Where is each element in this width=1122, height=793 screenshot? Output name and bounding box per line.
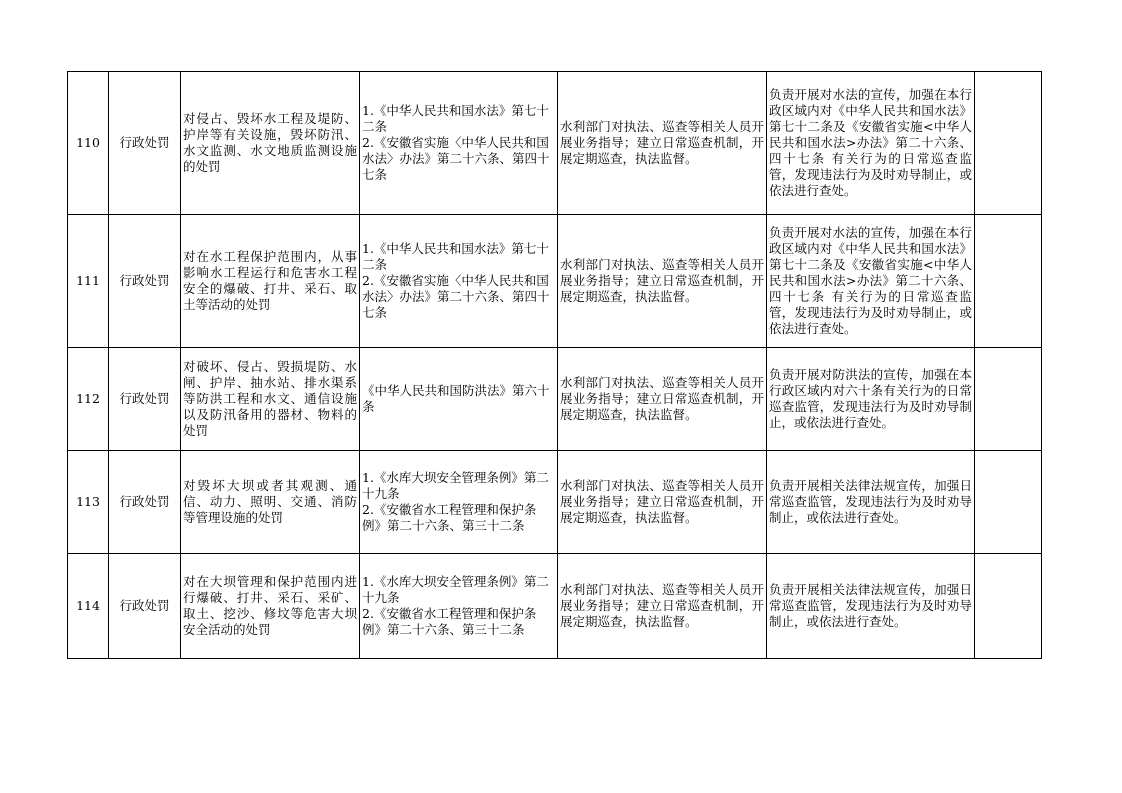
remarks-cell [975,348,1042,451]
power-type: 行政处罚 [109,72,181,215]
township-duty: 负责开展相关法律法规宣传，加强日常巡查监管，发现违法行为及时劝导制止，或依法进行查处。 [767,554,975,659]
item-name: 对破坏、侵占、毁损堤防、水闸、护岸、抽水站、排水渠系等防洪工程和水文、通信设施以及防汛备用的器材、物料的处罚 [181,348,360,451]
item-number: 113 [68,451,109,554]
township-duty: 负责开展相关法律法规宣传，加强日常巡查监管，发现违法行为及时劝导制止，或依法进行查处。 [767,451,975,554]
item-name: 对侵占、毁坏水工程及堤防、护岸等有关设施，毁坏防汛、水文监测、水文地质监测设施的处罚 [181,72,360,215]
legal-basis [360,554,558,659]
supervision-duty: 水利部门对执法、巡查等相关人员开展业务指导；建立日常巡查机制，开展定期巡查，执法监督。 [558,451,767,554]
item-name: 对在大坝管理和保护范围内进行爆破、打井、采石、采矿、取土、挖沙、修坟等危害大坝安全活动的处罚 [181,554,360,659]
legal-basis [360,72,558,215]
item-number: 110 [68,72,109,215]
power-type: 行政处罚 [109,215,181,348]
power-type: 行政处罚 [109,554,181,659]
remarks-cell [975,554,1042,659]
supervision-duty: 水利部门对执法、巡查等相关人员开展业务指导；建立日常巡查机制，开展定期巡查，执法监督。 [558,72,767,215]
remarks-cell [975,72,1042,215]
legal-basis-line: 1.《中华人民共和国水法》第七十二条 [362,241,549,272]
supervision-duty: 水利部门对执法、巡查等相关人员开展业务指导；建立日常巡查机制，开展定期巡查，执法监督。 [558,215,767,348]
legal-basis-line: 2.《安徽省实施〈中华人民共和国水法〉办法》第二十六条、第四十七条 [362,135,550,182]
item-name: 对在水工程保护范围内，从事影响水工程运行和危害水工程安全的爆破、打井、采石、取土等活动的处罚 [181,215,360,348]
legal-basis-line: 2.《安徽省水工程管理和保护条例》第二十六条、第三十二条 [362,606,537,637]
supervision-duty: 水利部门对执法、巡查等相关人员开展业务指导；建立日常巡查机制，开展定期巡查，执法监督。 [558,348,767,451]
supervision-duty: 水利部门对执法、巡查等相关人员开展业务指导；建立日常巡查机制，开展定期巡查，执法监督。 [558,554,767,659]
power-type: 行政处罚 [109,451,181,554]
legal-basis [360,451,558,554]
remarks-cell [975,215,1042,348]
township-duty: 负责开展对防洪法的宣传，加强在本行政区域内对六十条有关行为的日常巡查监管，发现违法行为及时劝导制止，或依法进行查处。 [767,348,975,451]
table-row [68,348,1042,451]
legal-basis-line: 2.《安徽省实施〈中华人民共和国水法〉办法》第二十六条、第四十七条 [362,273,550,320]
table-row [68,451,1042,554]
item-number: 112 [68,348,109,451]
legal-basis [360,348,558,451]
table-row [68,215,1042,348]
legal-basis-line: 1.《水库大坝安全管理条例》第二十九条 [362,470,549,501]
township-duty: 负责开展对水法的宣传，加强在本行政区域内对《中华人民共和国水法》第七十二条及《安徽省实施<中华人民共和国水法>办法》第二十六条、四十七条 有关行为的日常巡查监管，发现违法行为及时劝导制止，或依法进行查处。 [767,215,975,348]
table-row [68,554,1042,659]
item-number: 111 [68,215,109,348]
township-duty: 负责开展对水法的宣传，加强在本行政区域内对《中华人民共和国水法》第七十二条及《安徽省实施<中华人民共和国水法>办法》第二十六条、四十七条 有关行为的日常巡查监管，发现违法行为及时劝导制止，或依法进行查处。 [767,72,975,215]
responsibility-table [67,71,1042,659]
legal-basis-line: 1.《中华人民共和国水法》第七十二条 [362,103,549,134]
legal-basis-line: 1.《水库大坝安全管理条例》第二十九条 [362,574,549,605]
legal-basis-line: 2.《安徽省水工程管理和保护条例》第二十六条、第三十二条 [362,502,537,533]
power-type: 行政处罚 [109,348,181,451]
item-number: 114 [68,554,109,659]
table-row [68,72,1042,215]
legal-basis-line: 《中华人民共和国防洪法》第六十条 [362,383,550,414]
legal-basis [360,215,558,348]
item-name: 对毁坏大坝或者其观测、通信、动力、照明、交通、消防等管理设施的处罚 [181,451,360,554]
remarks-cell [975,451,1042,554]
